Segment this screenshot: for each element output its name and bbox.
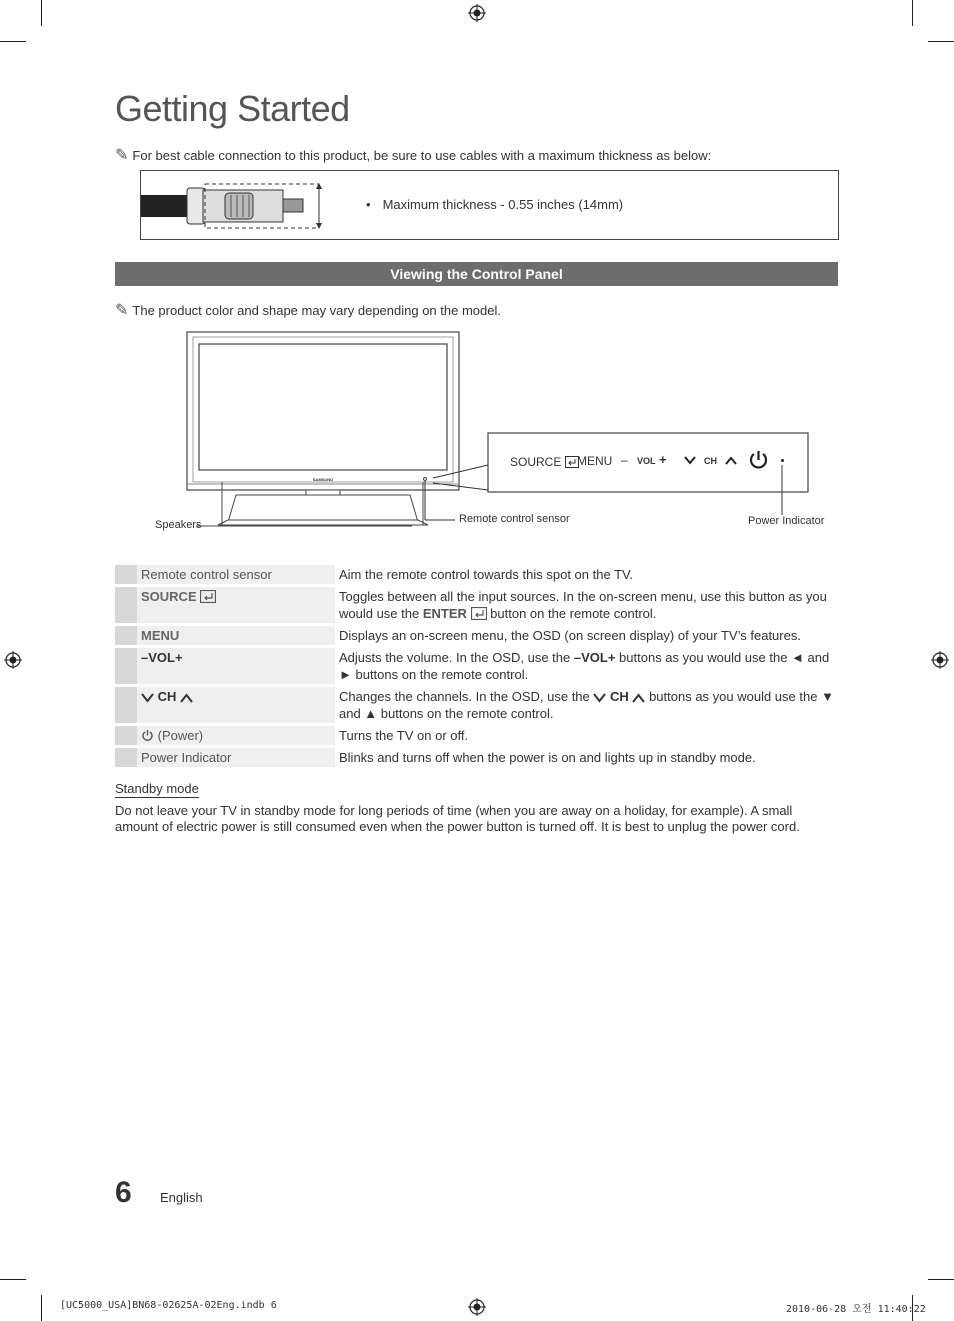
control-name: [137, 687, 335, 723]
panel-ch: CH: [704, 456, 717, 466]
power-icon: [748, 449, 769, 470]
chevron-down-icon: [141, 693, 154, 703]
label-power-indicator: Power Indicator: [748, 515, 825, 527]
thickness-bullet: • Maximum thickness - 0.55 inches (14mm): [366, 197, 624, 212]
ch-desc-1: Changes the channels. In the OSD, use the: [339, 689, 590, 704]
ch-inline-label: CH: [610, 689, 629, 704]
page-language: English: [160, 1190, 203, 1205]
enter-icon: [200, 590, 216, 603]
thickness-text: Maximum thickness - 0.55 inches (14mm): [382, 197, 624, 212]
panel-vol-plus: +: [659, 452, 667, 467]
control-name: Remote control sensor: [137, 565, 335, 584]
vol-plus-glyph: +: [174, 650, 183, 665]
power-indicator-dot: [781, 459, 784, 462]
vol-inline-label: VOL: [581, 650, 608, 665]
power-icon: [141, 729, 154, 742]
source-desc-2: button on the remote control.: [490, 606, 657, 621]
pencil-note-icon: ✎: [115, 147, 129, 164]
label-speakers: Speakers: [155, 519, 202, 531]
crop-mark: [928, 41, 954, 42]
chevron-up-icon: [180, 693, 193, 703]
table-row: [115, 565, 838, 584]
page-title: Getting Started: [115, 88, 350, 129]
tv-diagram: [140, 325, 830, 540]
panel-menu: MENU: [577, 454, 613, 468]
control-desc: Aim the remote control towards this spot on the TV.: [339, 567, 634, 582]
registration-mark-icon: [931, 651, 949, 669]
footer-timestamp: 2010-06-28 오전 11:40:22: [786, 1304, 926, 1315]
control-desc: [335, 648, 838, 684]
footer-file-info: [UC5000_USA]BN68-02625A-02Eng.indb 6: [60, 1300, 277, 1311]
vol-desc-2: buttons as you would use the ◄ and ► buttons on the remote control.: [339, 650, 830, 682]
panel-source: [510, 455, 579, 469]
table-row: [115, 626, 838, 645]
control-name: [137, 648, 335, 684]
cable-note: [115, 145, 711, 165]
page-number: 6: [115, 1176, 132, 1209]
crop-mark: [928, 1279, 954, 1280]
control-desc: Turns the TV on or off.: [339, 728, 469, 743]
section-heading: Viewing the Control Panel: [115, 262, 838, 286]
control-name: [137, 587, 335, 623]
source-desc-1: Toggles between all the input sources. In the on-screen menu, use this button as you would use the: [339, 589, 827, 621]
ch-label: CH: [157, 689, 177, 704]
product-note-text: The product color and shape may vary depending on the model.: [132, 303, 501, 318]
row-swatch: [115, 565, 137, 584]
chevron-up-icon: [632, 693, 645, 703]
enter-icon: [471, 607, 487, 620]
source-label: SOURCE: [141, 589, 197, 604]
enter-label: ENTER: [422, 606, 467, 621]
panel-vol: VOL: [637, 456, 656, 466]
chevron-down-icon: [684, 456, 696, 465]
standby-heading: Standby mode: [115, 781, 199, 796]
table-row: [115, 726, 838, 745]
cable-note-text: For best cable connection to this product, be sure to use cables with a maximum thickness as below:: [132, 148, 712, 163]
row-swatch: [115, 648, 137, 684]
table-row: [115, 687, 838, 723]
control-name: MENU: [137, 626, 335, 645]
vol-label: VOL: [148, 650, 175, 665]
control-desc: [335, 587, 838, 623]
vol-plus-glyph: +: [607, 650, 616, 665]
crop-mark: [41, 0, 42, 26]
crop-mark: [0, 1279, 26, 1280]
tv-brand-logo: SAMSUNG: [312, 477, 334, 482]
row-swatch: [115, 726, 137, 745]
row-swatch: [115, 587, 137, 623]
row-swatch: [115, 626, 137, 645]
chevron-down-icon: [593, 693, 606, 703]
row-swatch: [115, 687, 137, 723]
ch-desc-2: buttons as you would use the ▼ and ▲ buttons on the remote control.: [339, 689, 834, 721]
label-remote-sensor: Remote control sensor: [459, 513, 570, 525]
control-desc: [335, 687, 838, 723]
crop-mark: [912, 0, 913, 26]
panel-vol-minus: –: [621, 453, 628, 467]
power-label: (Power): [157, 728, 204, 743]
vol-minus-glyph: –: [141, 650, 149, 665]
row-swatch: [115, 748, 137, 767]
table-row: [115, 587, 838, 623]
control-desc: Blinks and turns off when the power is on and lights up in standby mode.: [339, 750, 756, 765]
crop-mark: [0, 41, 26, 42]
vol-desc-1: Adjusts the volume. In the OSD, use the: [339, 650, 571, 665]
control-name: Power Indicator: [137, 748, 335, 767]
crop-mark: [41, 1295, 42, 1321]
pencil-note-icon: ✎: [115, 302, 129, 319]
panel-source-label: SOURCE: [510, 455, 562, 469]
chevron-up-icon: [725, 456, 737, 465]
control-name: [137, 726, 335, 745]
control-desc: Displays an on-screen menu, the OSD (on screen display) of your TV’s features.: [339, 628, 801, 643]
registration-mark-icon: [468, 1298, 486, 1316]
standby-text: Do not leave your TV in standby mode for long periods of time (when you are away on a holiday, for example). A small amount of electric power is still consumed even when the power button is turned off. It is best to unplug the power cord.: [115, 803, 800, 834]
table-row: [115, 748, 838, 767]
vol-minus-glyph: –: [573, 650, 582, 665]
product-note: [115, 300, 501, 320]
registration-mark-icon: [468, 4, 486, 22]
cable-illustration: [141, 171, 341, 237]
control-table: [115, 562, 838, 770]
table-row: [115, 648, 838, 684]
registration-mark-icon: [4, 651, 22, 669]
